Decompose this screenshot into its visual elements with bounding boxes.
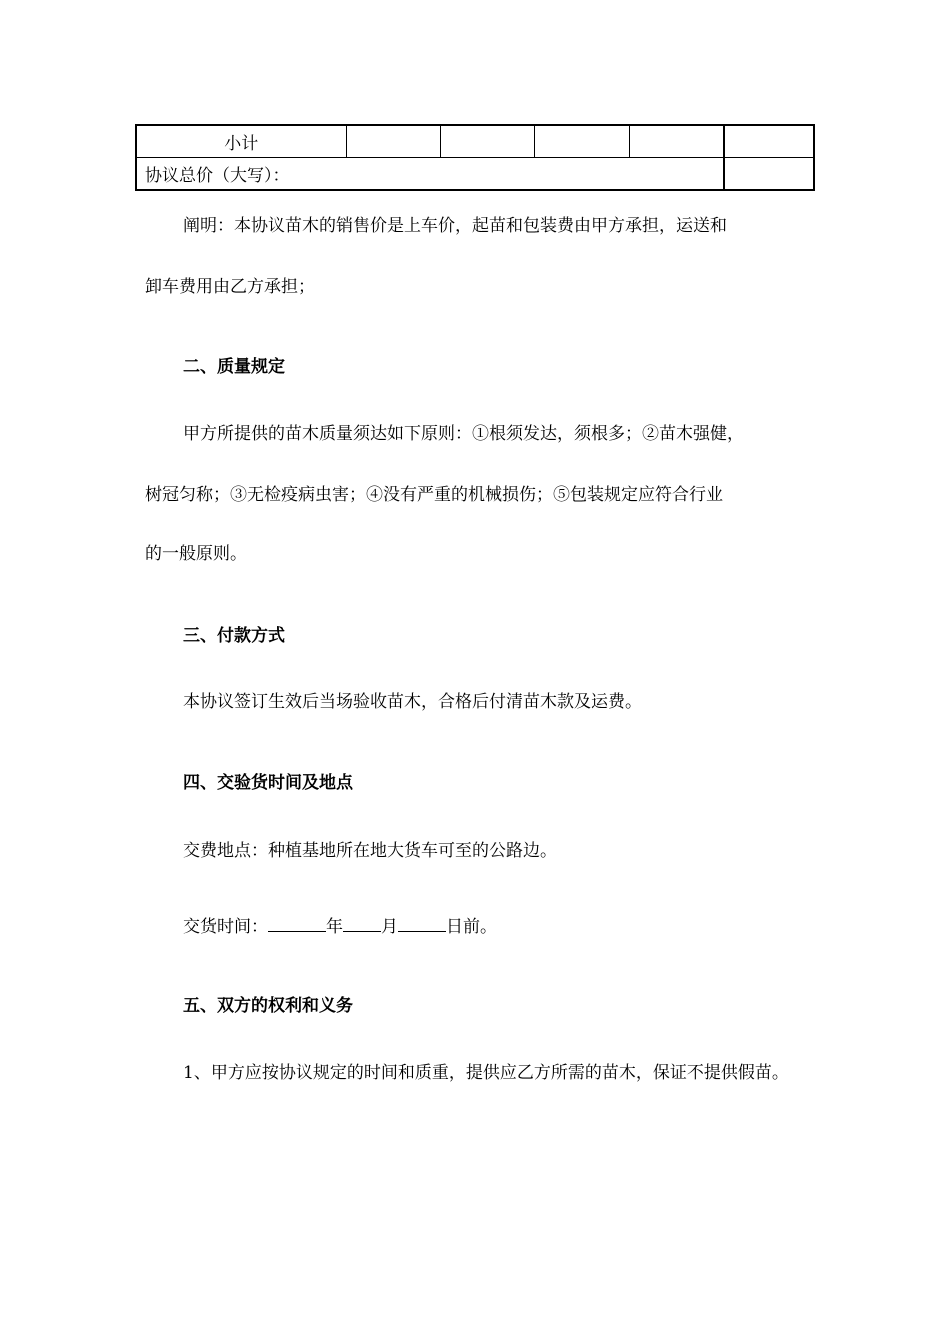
subtotal-label: 小计 bbox=[136, 125, 346, 158]
section-heading-quality: 二、质量规定 bbox=[183, 357, 285, 377]
price-summary-table bbox=[135, 124, 815, 191]
quality-line-3: 的一般原则。 bbox=[145, 544, 247, 564]
day-blank bbox=[398, 917, 446, 932]
subtotal-cell-1 bbox=[346, 125, 440, 158]
delivery-time-line bbox=[183, 917, 843, 936]
year-blank bbox=[268, 917, 326, 932]
year-label: 年 bbox=[326, 917, 343, 937]
payment-line-1: 本协议签订生效后当场验收苗木，合格后付清苗木款及运费。 bbox=[183, 692, 642, 712]
total-price-cell bbox=[724, 158, 814, 191]
day-label: 日前。 bbox=[446, 917, 497, 937]
total-price-label: 协议总价（大写）： bbox=[136, 158, 724, 191]
subtotal-cell-5 bbox=[724, 125, 814, 158]
rights-item-1: 1、甲方应按协议规定的时间和质重，提供应乙方所需的苗木，保证不提供假苗。 bbox=[183, 1063, 789, 1083]
subtotal-cell-4 bbox=[629, 125, 724, 158]
delivery-place-line: 交费地点：种植基地所在地大货车可至的公路边。 bbox=[183, 841, 557, 861]
month-label: 月 bbox=[381, 917, 398, 937]
section-heading-rights: 五、双方的权利和义务 bbox=[183, 996, 353, 1016]
total-row bbox=[136, 158, 814, 191]
subtotal-cell-2 bbox=[441, 125, 535, 158]
note-line-2: 卸车费用由乙方承担； bbox=[145, 277, 315, 297]
quality-line-2: 树冠匀称；③无检疫病虫害；④没有严重的机械损伤；⑤包装规定应符合行业 bbox=[145, 485, 723, 505]
quality-line-1: 甲方所提供的苗木质量须达如下原则：①根须发达，须根多；②苗木强健， bbox=[183, 424, 744, 444]
section-heading-delivery: 四、交验货时间及地点 bbox=[183, 773, 353, 793]
note-line-1: 阐明：本协议苗木的销售价是上车价，起苗和包装费由甲方承担，运送和 bbox=[183, 216, 727, 236]
subtotal-cell-3 bbox=[535, 125, 629, 158]
delivery-time-prefix: 交货时间： bbox=[183, 917, 268, 937]
subtotal-row bbox=[136, 125, 814, 158]
section-heading-payment: 三、付款方式 bbox=[183, 626, 285, 646]
month-blank bbox=[343, 917, 381, 932]
